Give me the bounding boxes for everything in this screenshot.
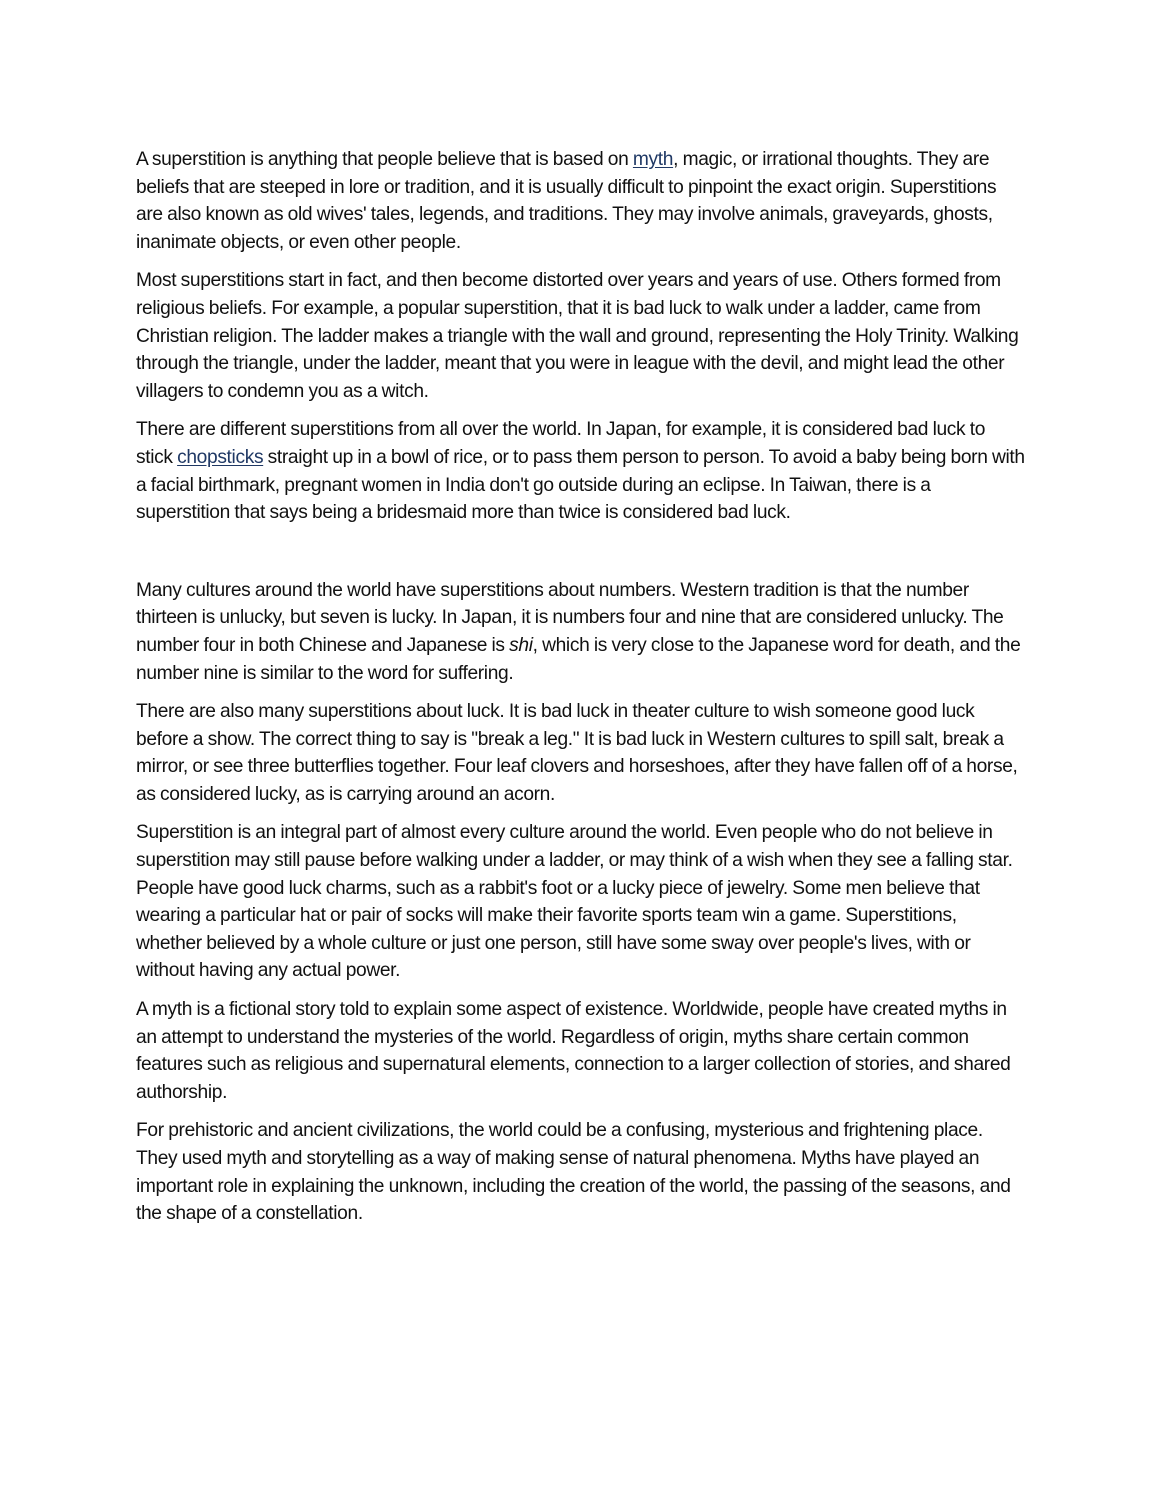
paragraph-superstition-culture: Superstition is an integral part of almost every culture around the world. Even people who do not believe in superstition may still pause before walking under a ladder, or may think of a wish when they see a falling star. People have good luck charms, such as a rabbit's foot or a lucky piece of jewelry. Some men believe that wearing a particular hat or pair of socks will make their favorite sports team win a game. Superstitions, whether believed by a whole culture or just one person, still have some sway over people's lives, with or without having any actual power. — [136, 822, 1013, 982]
italic-term: shi — [509, 634, 533, 656]
paragraph-myth-definition: A myth is a fictional story told to explain some aspect of existence. Worldwide, people have created myths in an attempt to understand the mysteries of the world. Regardless of origin, myths share certain common features such as religious and supernatural elements, connection to a larger collection of stories, and shared authorship. — [136, 999, 1011, 1103]
paragraph-text: Many cultures around the world have superstitions about numbers. Western tradition is that the number thirteen is unlucky, but seven is lucky. In Japan, it is numbers four and nine that are considered unlucky. The number four in both Chinese and Japanese is — [136, 579, 1004, 656]
paragraph-number-superstitions — [136, 577, 1026, 687]
document-page — [136, 146, 1026, 1239]
paragraph-myth-purpose: For prehistoric and ancient civilizations, the world could be a confusing, mysterious and frightening place. They used myth and storytelling as a way of making sense of natural phenomena. Myths have played an important role in explaining the unknown, including the creation of the world, the passing of the seasons, and the shape of a constellation. — [136, 1120, 1011, 1225]
paragraph-text: , which is very close to the Japanese word for death, and the number nine is similar to the word for suffering. — [136, 634, 1021, 684]
myth-link[interactable]: myth — [632, 149, 674, 170]
paragraph-text: straight up in a bowl of rice, or to pass them person to person. To avoid a baby being born with a facial birthmark, pregnant women in India don't go outside during an eclipse. In Taiwan, there is a superstition that says being a bridesmaid more than twice is considered bad luck. — [136, 446, 1025, 524]
paragraph-luck-superstitions: There are also many superstitions about luck. It is bad luck in theater culture to wish someone good luck before a show. The correct thing to say is "break a leg." It is bad luck in Western cultures to spill salt, break a mirror, or see three butterflies together. Four leaf clovers and horseshoes, after they have fallen off of a horse, as considered lucky, as is carrying around an acorn. — [136, 701, 1018, 805]
paragraph-text: There are different superstitions from all over the world. In Japan, for example, it is considered bad luck to stick — [136, 419, 986, 468]
paragraph-text: A superstition is anything that people believe that is based on — [136, 149, 633, 170]
paragraph-superstition-definition — [136, 146, 1026, 256]
paragraph-superstition-origins: Most superstitions start in fact, and then become distorted over years and years of use. Others formed from religious beliefs. For example, a popular superstition, that it is bad luck to walk under a ladder, came from Christian religion. The ladder makes a triangle with the wall and ground, representing the Holy Trinity. Walking through the triangle, under the ladder, meant that you were in league with the devil, and might lead the other villagers to condemn you as a witch. — [136, 270, 1019, 402]
paragraph-text: , magic, or irrational thoughts. They are beliefs that are steeped in lore or tradition, and it is usually difficult to pinpoint the exact origin. Superstitions are also known as old wives' tales, legends, and traditions. They may involve animals, graveyards, ghosts, inanimate objects, or even other people. — [136, 149, 997, 253]
paragraph-world-superstitions — [136, 416, 1026, 526]
chopsticks-link[interactable]: chopsticks — [177, 446, 264, 468]
